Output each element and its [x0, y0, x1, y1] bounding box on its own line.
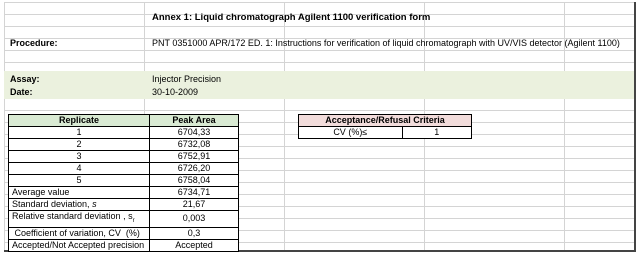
stat-value[interactable]: 21,67 [150, 199, 239, 211]
criteria-row [299, 127, 472, 139]
stat-value[interactable]: 0,003 [150, 211, 239, 228]
replicate-cell[interactable]: 5 [9, 175, 150, 187]
criteria-title: Acceptance/Refusal Criteria [299, 115, 472, 127]
col-peak-area: Peak Area [150, 115, 239, 127]
col-replicate: Replicate [9, 115, 150, 127]
replicate-cell[interactable]: 2 [9, 139, 150, 151]
date-label: Date: [10, 87, 33, 97]
stat-label-text: Relative standard deviation , s [12, 211, 133, 221]
stat-label[interactable]: Accepted/Not Accepted precision [9, 239, 150, 251]
peak-area-cell[interactable]: 6726,20 [150, 163, 239, 175]
stat-label[interactable]: Average value [9, 187, 150, 199]
stat-label-symbol: s [92, 199, 97, 209]
stat-row-rsd [9, 211, 239, 228]
assay-date-band [4, 71, 634, 99]
spreadsheet [4, 2, 636, 252]
replicate-cell[interactable]: 4 [9, 163, 150, 175]
criteria-value[interactable]: 1 [402, 127, 471, 139]
replicate-header-row [9, 115, 239, 127]
stat-row-std-dev [9, 199, 239, 211]
peak-area-cell[interactable]: 6732,08 [150, 139, 239, 151]
table-row [9, 127, 239, 139]
stat-label[interactable]: Coefficient of variation, CV (%) [9, 227, 150, 239]
table-row [9, 163, 239, 175]
criteria-header-row [299, 115, 472, 127]
procedure-value: PNT 0351000 APR/172 ED. 1: Instructions for verification of liquid chromatograph with UV/VIS detector (Agilent 1100) [152, 38, 620, 48]
table-row [9, 139, 239, 151]
table-row [9, 151, 239, 163]
table-row [9, 175, 239, 187]
acceptance-criteria-table [298, 114, 472, 139]
stat-label[interactable] [9, 211, 150, 228]
assay-value: Injector Precision [152, 74, 222, 84]
stat-row-cv [9, 227, 239, 239]
stat-value[interactable]: Accepted [150, 239, 239, 251]
stat-label-text: Standard deviation, [12, 199, 93, 209]
replicate-table [8, 114, 239, 252]
stat-label[interactable] [9, 199, 150, 211]
criteria-label[interactable]: CV (%)≤ [299, 127, 403, 139]
replicate-cell[interactable]: 3 [9, 151, 150, 163]
stat-value[interactable]: 6734,71 [150, 187, 239, 199]
peak-area-cell[interactable]: 6752,91 [150, 151, 239, 163]
stat-value[interactable]: 0,3 [150, 227, 239, 239]
assay-label: Assay: [10, 74, 40, 84]
procedure-label: Procedure: [10, 38, 58, 48]
stat-row-accepted [9, 239, 239, 251]
form-title: Annex 1: Liquid chromatograph Agilent 1100 verification form [152, 12, 431, 23]
stat-label-subscript: r [132, 217, 135, 224]
peak-area-cell[interactable]: 6704,33 [150, 127, 239, 139]
date-value: 30-10-2009 [152, 87, 199, 97]
peak-area-cell[interactable]: 6758,04 [150, 175, 239, 187]
stat-row-average [9, 187, 239, 199]
replicate-cell[interactable]: 1 [9, 127, 150, 139]
